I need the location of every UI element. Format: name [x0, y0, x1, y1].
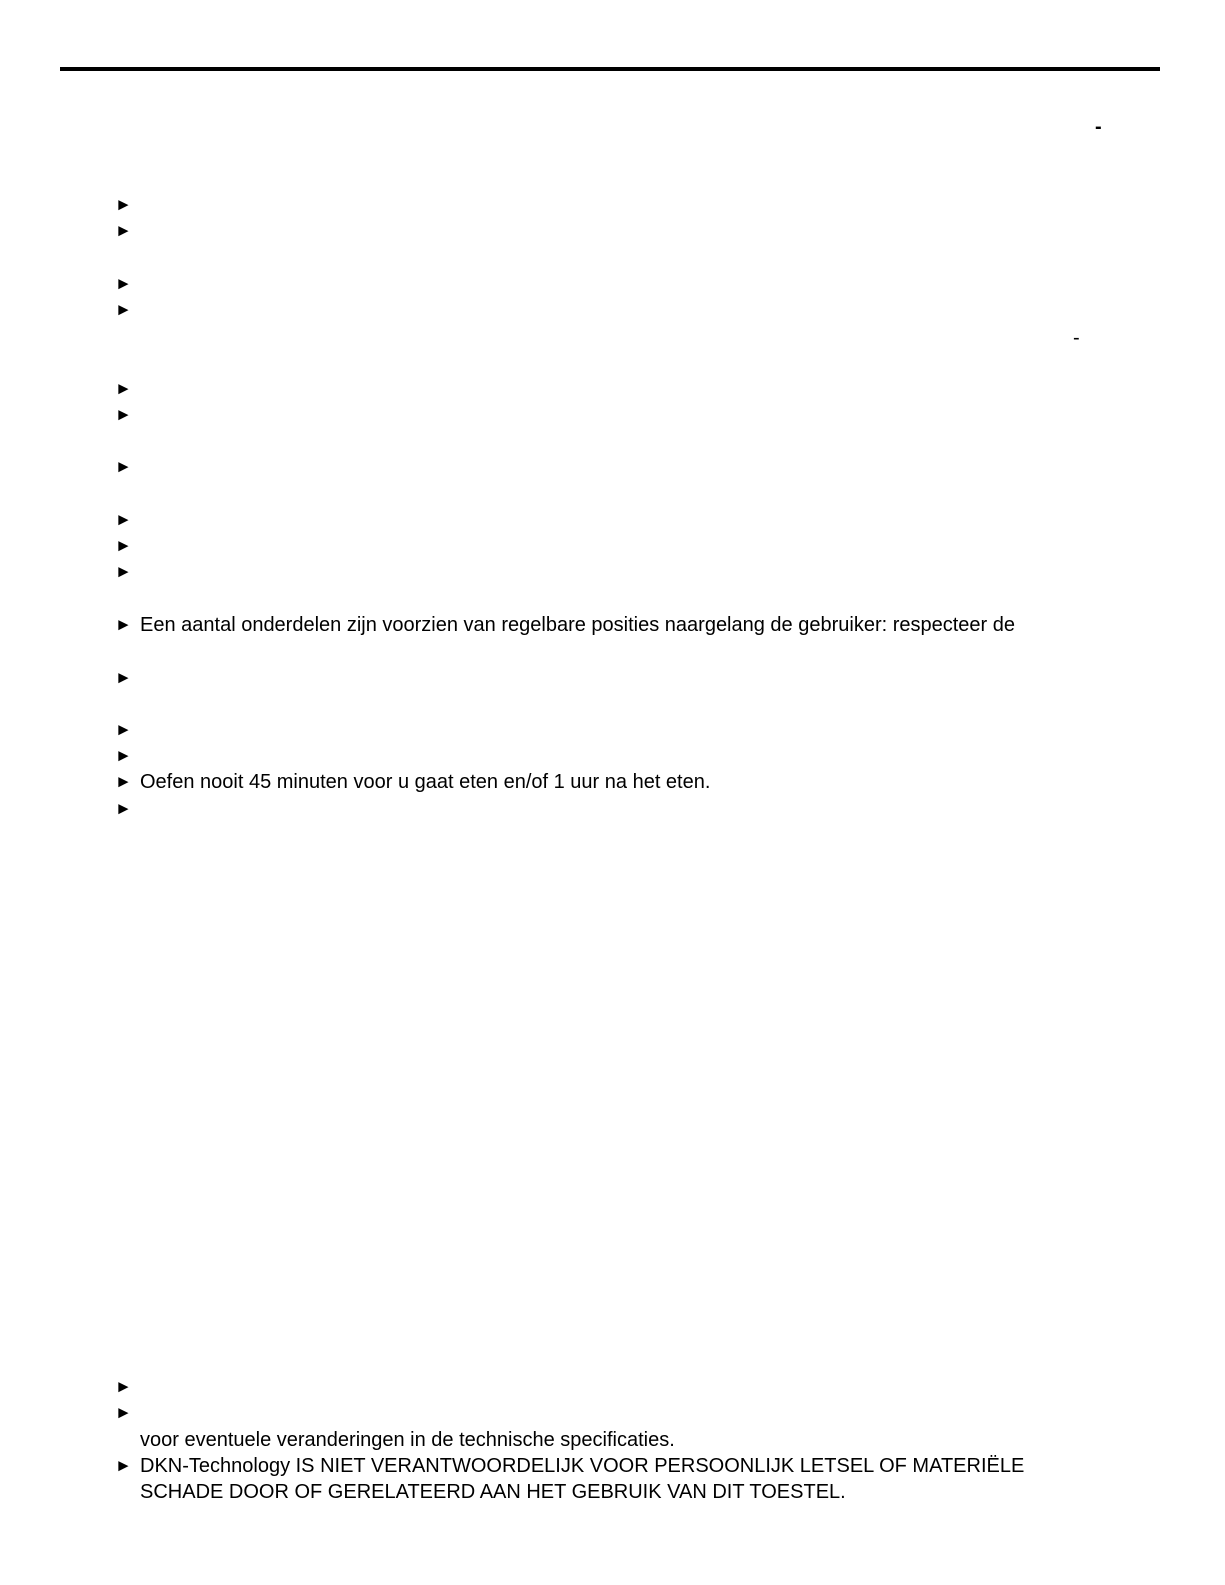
bullet-icon: ► — [115, 772, 132, 791]
bullet-icon: ► — [115, 379, 132, 398]
bullet-icon: ► — [115, 457, 132, 476]
bullet-icon: ► — [115, 1456, 132, 1475]
bullet-icon: ► — [115, 562, 132, 581]
bullet-icon: ► — [115, 300, 132, 319]
list-item-eat-warning: Oefen nooit 45 minuten voor u gaat eten en/of 1 uur na het eten. — [140, 771, 711, 793]
dash-mark: - — [1073, 327, 1080, 349]
bullet-icon: ► — [115, 510, 132, 529]
bullet-icon: ► — [115, 221, 132, 240]
bullet-icon: ► — [115, 536, 132, 555]
bullet-icon: ► — [115, 720, 132, 739]
dash-mark: - — [1095, 116, 1102, 138]
bullet-icon: ► — [115, 1403, 132, 1422]
list-item-liability-line-2: SCHADE DOOR OF GERELATEERD AAN HET GEBRUIK VAN DIT TOESTEL. — [140, 1481, 846, 1503]
list-item-tech-spec-continuation: voor eventuele veranderingen in de technische specificaties. — [140, 1429, 675, 1451]
list-item-adjustable-positions: Een aantal onderdelen zijn voorzien van regelbare posities naargelang de gebruiker: respecteer de — [140, 614, 1016, 636]
bullet-icon: ► — [115, 274, 132, 293]
list-item-liability-line-1: DKN-Technology IS NIET VERANTWOORDELIJK VOOR PERSOONLIJK LETSEL OF MATERIËLE — [140, 1455, 1025, 1477]
bullet-icon: ► — [115, 746, 132, 765]
bullet-icon: ► — [115, 615, 132, 634]
bullet-icon: ► — [115, 668, 132, 687]
header-rule — [60, 67, 1160, 71]
bullet-icon: ► — [115, 405, 132, 424]
bullet-icon: ► — [115, 799, 132, 818]
bullet-icon: ► — [115, 1377, 132, 1396]
bullet-icon: ► — [115, 195, 132, 214]
